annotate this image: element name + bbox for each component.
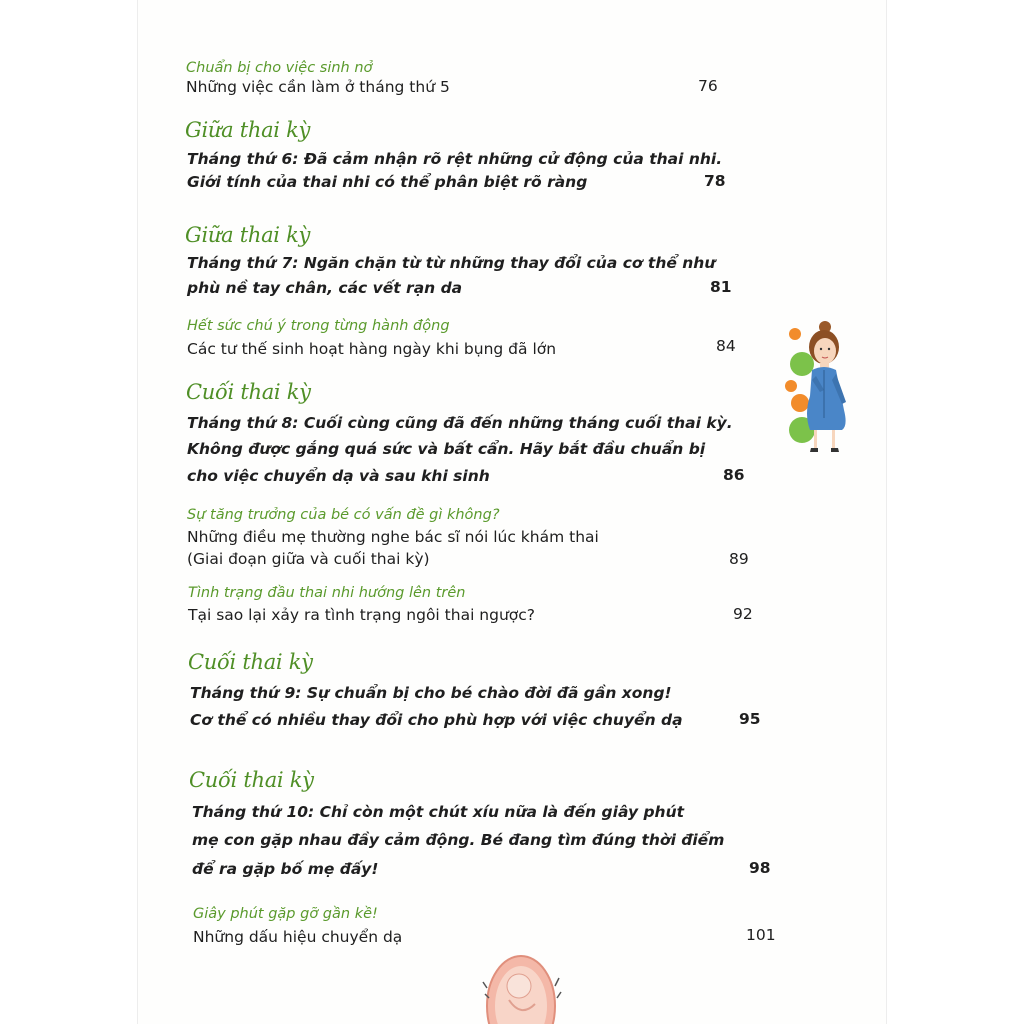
chapter-line: Cơ thể có nhiều thay đổi cho phù hợp với việc chuyển dạ [190,711,683,729]
chapter-line: Tháng thứ 7: Ngăn chặn từ từ những thay đổi của cơ thể như [187,254,716,272]
section-heading: Cuối thai kỳ [186,380,311,404]
section-heading: Giữa thai kỳ [185,223,311,247]
toc-subtitle: Giây phút gặp gỡ gần kề! [193,906,378,922]
toc-title: Những dấu hiệu chuyển dạ [193,928,403,946]
section-heading: Cuối thai kỳ [189,768,314,792]
section-heading: Giữa thai kỳ [185,118,311,142]
toc-subtitle: Hết sức chú ý trong từng hành động [187,318,450,334]
chapter-line: Tháng thứ 10: Chỉ còn một chút xíu nữa là đến giây phút [192,803,685,821]
chapter-line: Tháng thứ 8: Cuối cùng cũng đã đến những tháng cuối thai kỳ. [187,414,733,432]
toc-title: Tại sao lại xảy ra tình trạng ngôi thai ngược? [188,606,536,624]
chapter-line: Tháng thứ 6: Đã cảm nhận rõ rệt những cử động của thai nhi. [187,150,723,168]
toc-title: Các tư thế sinh hoạt hàng ngày khi bụng đã lớn [187,340,557,358]
toc-page-number: 84 [716,337,736,355]
toc-page-number: 81 [710,278,732,296]
toc-page-number: 98 [749,859,771,877]
chapter-line: cho việc chuyển dạ và sau khi sinh [187,467,490,485]
chapter-line: phù nề tay chân, các vết rạn da [187,279,463,297]
toc-subtitle: Sự tăng trưởng của bé có vấn đề gì không? [187,507,500,523]
toc-page-number: 86 [723,466,745,484]
pregnant-woman-illustration [782,318,862,460]
toc-page-number: 78 [704,172,726,190]
toc-page-number: 92 [733,605,753,623]
toc-title: Những điều mẹ thường nghe bác sĩ nói lúc khám thai [187,528,599,546]
toc-title: (Giai đoạn giữa và cuối thai kỳ) [187,550,430,568]
toc-page-number: 95 [739,710,761,728]
fetus-illustration [479,948,565,1024]
toc-page-number: 101 [746,926,776,944]
toc-title: Những việc cần làm ở tháng thứ 5 [186,78,450,96]
chapter-line: Giới tính của thai nhi có thể phân biệt rõ ràng [187,173,588,191]
toc-subtitle: Tình trạng đầu thai nhi hướng lên trên [188,585,466,601]
toc-subtitle: Chuẩn bị cho việc sinh nở [186,60,373,76]
chapter-line: Tháng thứ 9: Sự chuẩn bị cho bé chào đời đã gần xong! [190,684,672,702]
chapter-line: Không được gắng quá sức và bất cẩn. Hãy bắt đầu chuẩn bị [187,440,706,458]
toc-page [137,0,887,1024]
section-heading: Cuối thai kỳ [188,650,313,674]
chapter-line: mẹ con gặp nhau đầy cảm động. Bé đang tìm đúng thời điểm [192,831,725,849]
toc-page-number: 89 [729,550,749,568]
chapter-line: để ra gặp bố mẹ đấy! [192,860,379,878]
toc-page-number: 76 [698,77,718,95]
